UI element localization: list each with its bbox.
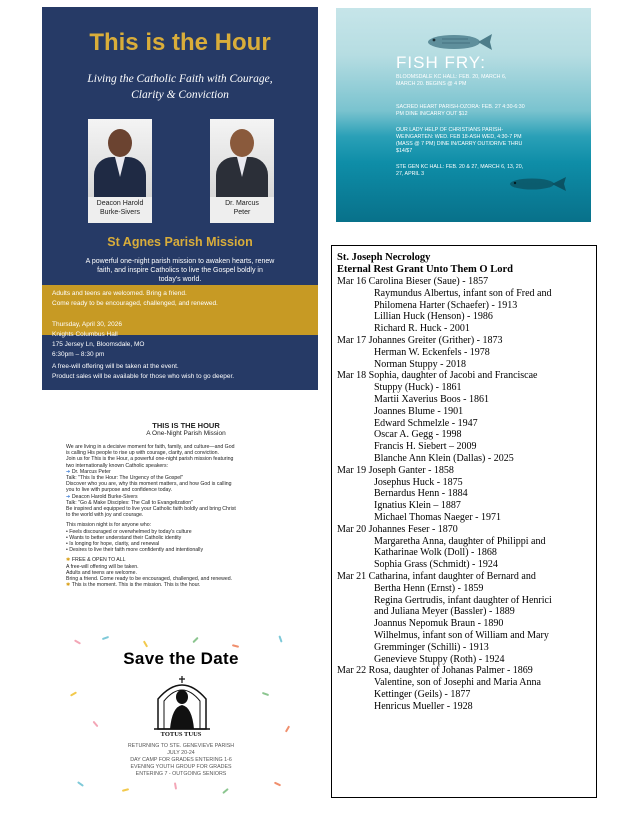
necrology-entry: Joannes Blume - 1901	[374, 405, 464, 417]
confetti	[70, 691, 77, 696]
save-the-date-line: RETURNING TO STE. GENEVIEVE PARISH	[127, 743, 235, 749]
gold-band-line: Come ready to be encouraged, challenged, and renewed.	[52, 300, 218, 307]
letter-talk-line: Be inspired and equipped to live your Catholic faith boldly and bring Christ	[66, 506, 236, 513]
poster-description-line: today's world.	[158, 276, 202, 283]
offering-line: A free-will offering will be taken at the event.	[52, 363, 179, 370]
necrology-entry: Martii Xaverius Boos - 1861	[374, 393, 489, 405]
necrology-entry: Bertha Henn (Ernst) - 1859	[374, 582, 484, 594]
confetti	[143, 640, 148, 647]
star-icon: ✱	[66, 582, 71, 589]
fish-fry-line: (MASS @ 7 PM) DINE IN/CARRY OUT/DRIVE THRU	[396, 141, 523, 147]
fish-fry-line: $14/$7	[396, 148, 413, 154]
confetti	[192, 637, 198, 643]
letter-talk-line: Discover who you are, why this moment matters, and how God is calling	[66, 481, 232, 488]
speaker-card-peter	[210, 119, 274, 223]
necrology-entry: Kettinger (Geils) - 1877	[374, 688, 471, 700]
letter-title: THIS IS THE HOUR	[152, 421, 220, 430]
fish-fry-line: OUR LADY HELP OF CHRISTIANS PARISH-	[396, 127, 504, 133]
letter-talk-line: Talk: "Go & Make Disciples: The Call to Evangelization"	[66, 499, 193, 506]
necrology-entry: Oscar A. Gegg - 1998	[374, 429, 462, 441]
mission-letter	[66, 421, 306, 628]
confetti	[278, 635, 282, 642]
necrology-entry: Philomena Harter (Schaefer) - 1913	[374, 299, 518, 311]
arrow-icon: ➔	[66, 468, 71, 475]
letter-speaker1-name: Dr. Marcus Peter	[71, 468, 111, 475]
confetti	[174, 782, 177, 789]
event-date: Thursday, April 30, 2026	[52, 321, 122, 328]
confetti	[232, 644, 239, 648]
poster-subtitle-line1: Living the Catholic Faith with Courage,	[87, 73, 273, 85]
letter-paragraph-line: two internationally known Catholic speakers:	[66, 462, 169, 469]
necrology-entry: Joannus Nepomuk Braun - 1890	[374, 618, 504, 630]
letter-talk-line: you to live with purpose and confidence today.	[66, 487, 173, 494]
letter-free-heading: FREE & OPEN TO ALL	[71, 557, 126, 564]
necrology-entry: Bernardus Henn - 1884	[374, 488, 468, 500]
necrology-entry: Raymundus Albertus, infant son of Fred and	[374, 287, 552, 299]
necrology-entry: Stuppy (Huck) - 1861	[374, 382, 462, 394]
necrology-entry: and Juliana Meyer (Bassler) - 1889	[374, 606, 515, 618]
church-emblem-icon	[154, 673, 210, 731]
letter-paragraph-line: is calling His people to rise up with courage, clarity, and conviction.	[66, 450, 220, 457]
necrology-entry: Gremminger (Schilli) - 1913	[374, 641, 489, 653]
poster-description-line: A powerful one-night parish mission to awaken hearts, renew	[85, 258, 275, 265]
mission-poster	[42, 7, 318, 390]
necrology-entry: Valentine, son of Josephi and Maria Anna	[374, 677, 541, 689]
letter-free-line: A free-will offering will be taken.	[66, 563, 139, 570]
fish-fry-line: BLOOMSDALE KC HALL: FEB. 20, MARCH 6,	[396, 74, 507, 80]
necrology-entry: Josephus Huck - 1875	[374, 476, 463, 488]
speaker-photo	[210, 119, 274, 197]
letter-paragraph-line: Join us for This is the Hour, a powerful one-night parish mission featuring	[66, 456, 234, 463]
fish-icon	[506, 174, 568, 194]
necrology-entry: Mar 20 Johannes Feser - 1870	[337, 523, 458, 535]
star-icon: ✱	[66, 557, 71, 564]
necrology-entry: Mar 18 Sophia, daughter of Jacobi and Franciscae	[337, 370, 538, 382]
necrology-entry: Genevieve Stuppy (Roth) - 1924	[374, 653, 505, 665]
fish-fry-line: MARCH 20. BEGINS @ 4 PM	[396, 81, 467, 87]
speaker-name-line1: Dr. Marcus	[225, 200, 259, 207]
necrology-entry: Francis H. Siebert – 2009	[374, 441, 477, 453]
necrology-entry: Herman W. Eckenfels - 1978	[374, 346, 490, 358]
fish-fry-line: 27, APRIL 3	[396, 171, 425, 177]
necrology-entry: Richard R. Huck - 2001	[374, 323, 470, 335]
necrology-entry: Ignatius Klein – 1887	[374, 500, 461, 512]
letter-for-item: • Desires to live their faith more confidently and intentionally	[66, 547, 204, 554]
gold-band-line: Adults and teens are welcomed. Bring a friend.	[52, 290, 187, 297]
letter-paragraph-line: We are living in a decisive moment for faith, family, and culture—and God	[66, 444, 235, 450]
fish-fry-line: PM DINE IN/CARRY OUT $12	[396, 111, 468, 117]
fish-fry-line: SACRED HEART PARISH-OZORA: FEB. 27 4:30-6:30	[396, 104, 525, 110]
letter-free-line: Bring a friend. Come ready to be encouraged, challenged, and renewed.	[66, 576, 233, 583]
letter-for-heading: This mission night is for anyone who:	[66, 522, 152, 529]
confetti	[92, 721, 98, 728]
necrology-entry: Sophia Grass (Schmidt) - 1924	[374, 559, 498, 571]
necrology-entry: Lillian Huck (Henson) - 1986	[374, 311, 493, 323]
necrology-list	[337, 276, 596, 712]
letter-talk-line: to the world with joy and courage.	[66, 512, 144, 519]
save-the-date-line: JULY 20-24	[167, 750, 195, 756]
letter-speaker2-name: Deacon Harold Burke-Sivers	[71, 493, 138, 500]
necrology-entry: Norman Stuppy - 2018	[374, 358, 466, 370]
save-the-date-title: Save the Date	[123, 649, 239, 668]
event-address: 175 Jersey Ln, Bloomsdale, MO	[52, 341, 145, 348]
confetti	[102, 636, 109, 640]
speaker-card-burke-sivers	[88, 119, 152, 223]
confetti	[77, 781, 84, 787]
speaker-name-line2: Peter	[233, 209, 251, 216]
poster-title: This is the Hour	[89, 29, 271, 56]
letter-subtitle: A One-Night Parish Mission	[146, 430, 226, 437]
necrology-entry: Henricus Mueller - 1928	[374, 700, 473, 712]
event-venue: Knights Columbus Hall	[52, 331, 118, 338]
necrology-entry: Mar 16 Carolina Bieser (Saue) - 1857	[337, 276, 489, 287]
necrology-entry: Katharinae Wolk (Doll) - 1868	[374, 547, 497, 559]
necrology-entry: Edward Schmelzle - 1947	[374, 417, 478, 429]
necrology-subtitle: Eternal Rest Grant Unto Them O Lord	[337, 264, 513, 275]
necrology-entry: Mar 22 Rosa, daughter of Johanas Palmer - 1869	[337, 665, 533, 677]
confetti	[262, 692, 269, 696]
speaker-name-line1: Deacon Harold	[96, 200, 144, 207]
speaker-name-line2: Burke-Sivers	[99, 209, 141, 216]
letter-for-item: • Feels discouraged or overwhelmed by today's culture	[66, 528, 192, 535]
arrow-icon: ➔	[66, 493, 71, 500]
letter-talk-line: Talk: "This Is the Hour: The Urgency of the Gospel"	[66, 475, 184, 482]
confetti	[274, 782, 281, 787]
offering-line: Product sales will be available for those who wish to go deeper.	[52, 373, 235, 380]
necrology-entry: Regina Gertrudis, infant daughter of Henrici	[374, 594, 552, 606]
fish-fry-title: FISH FRY:	[396, 53, 486, 72]
save-the-date-line: ENTERING 7 - OUTGOING SENIORS	[135, 771, 227, 777]
closing-entry	[66, 582, 306, 588]
fish-fry-line: STE GEN KC HALL: FEB. 20 & 27, MARCH 6, 13, 20,	[396, 164, 524, 170]
speaker-photo	[88, 119, 152, 197]
letter-closing: This is the moment. This is the mission. This is the hour.	[71, 582, 201, 589]
parish-mission-heading: St Agnes Parish Mission	[107, 235, 253, 249]
fish-fry-flyer	[336, 8, 591, 222]
poster-subtitle-line2: Clarity & Conviction	[131, 89, 229, 101]
event-time: 6:30pm – 8:30 pm	[52, 351, 105, 358]
necrology-entry: Wilhelmus, infant son of William and Mary	[374, 629, 549, 641]
necrology-entry: Michael Thomas Naeger - 1971	[374, 511, 501, 523]
necrology-box	[331, 245, 597, 798]
confetti	[74, 639, 81, 644]
letter-for-item: • Is longing for hope, clarity, and renewal	[66, 541, 160, 548]
save-the-date-line: DAY CAMP FOR GRADES ENTERING 1-6	[130, 757, 232, 763]
necrology-entry: Mar 19 Joseph Ganter - 1858	[337, 464, 454, 476]
save-the-date-line: EVENING YOUTH GROUP FOR GRADES	[130, 764, 232, 770]
totus-tuus-label: TOTUS TUUS	[160, 731, 202, 738]
letter-free-line: Adults and teens are welcome.	[66, 569, 137, 576]
letter-for-item: • Wants to better understand their Catholic identity	[66, 534, 182, 541]
necrology-entry: Mar 17 Johannes Greiter (Grither) - 1873	[337, 334, 503, 346]
poster-description-line: faith, and inspire Catholics to live the Gospel boldly in	[97, 267, 263, 274]
fish-fry-line: WEINGARTEN: WED. FEB 18-ASH WED, 4:30-7 PM	[396, 134, 522, 140]
fish-icon	[422, 30, 494, 54]
save-the-date-flyer	[62, 633, 300, 799]
necrology-title: St. Joseph Necrology	[337, 252, 431, 263]
confetti	[122, 788, 129, 792]
necrology-entry: Blanche Ann Klein (Dallas) - 2025	[374, 452, 514, 464]
necrology-entry: Mar 21 Catharina, infant daughter of Bernard and	[337, 570, 536, 582]
confetti	[222, 788, 229, 794]
necrology-entry: Margaretha Anna, daughter of Philippi and	[374, 535, 546, 547]
